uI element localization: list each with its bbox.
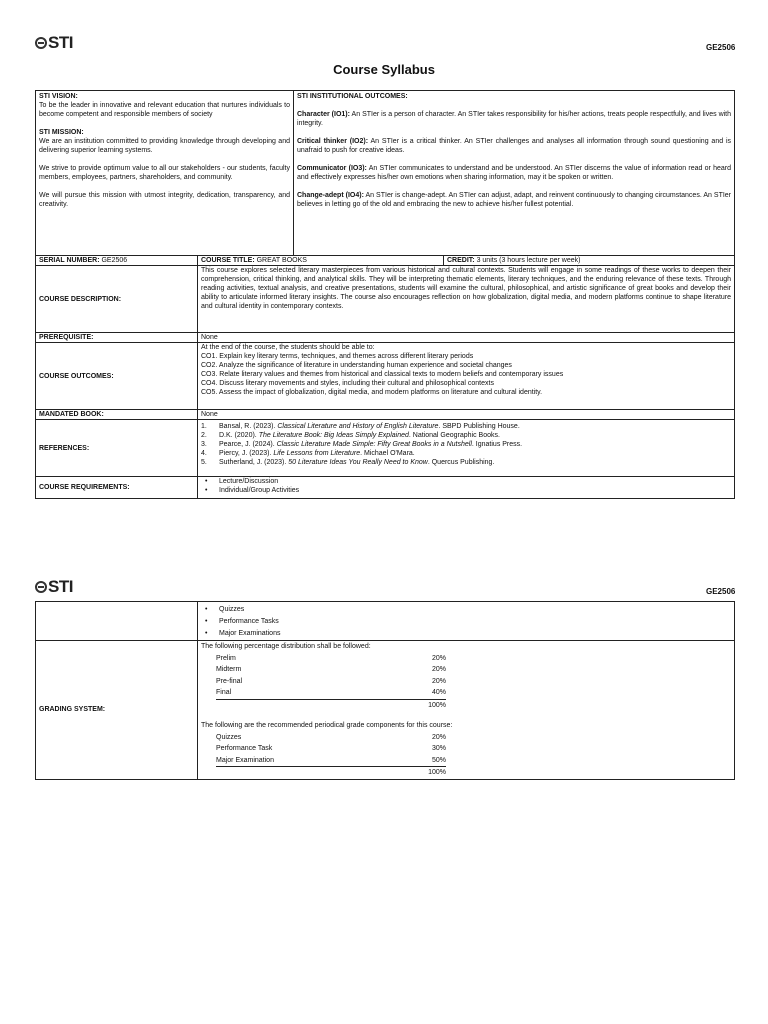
- grading-table: [35, 601, 735, 780]
- grade-period-row: Pre-final 20%: [216, 677, 446, 685]
- io-heading: STI INSTITUTIONAL OUTCOMES:: [297, 93, 408, 100]
- requirements-cell: [198, 477, 735, 499]
- vision-mission-cell: [36, 91, 294, 256]
- requirements-continued-label: [36, 602, 198, 641]
- grade-period-row: Midterm 20%: [216, 666, 446, 673]
- info-row: [36, 256, 735, 266]
- vision-heading: STI VISION:: [39, 93, 78, 100]
- references-cell: [198, 420, 735, 477]
- io-item: Critical thinker (IO2): An STIer is a critical thinker. An STIer challenges and analyses all information through sound questioning and is unafraid to push for creative ideas.: [297, 138, 732, 154]
- reference-item: 1. Bansal, R. (2023). Classical Literature and History of English Literature. SBPD Publishing House.: [201, 423, 520, 430]
- course-code: GE2506: [706, 43, 736, 52]
- description-row: [36, 266, 735, 333]
- requirement-item: • Quizzes: [201, 604, 731, 616]
- mission-text: We are an institution committed to providing knowledge through developing and delivering superior learning systems.: [39, 138, 290, 154]
- course-code: GE2506: [706, 587, 736, 596]
- references-row: [36, 420, 735, 477]
- course-outcome-item: CO5. Assess the impact of globalization, digital media, and modern platforms on literature and cultural identity.: [201, 389, 543, 396]
- reference-item: 3. Pearce, J. (2024). Classic Literature Made Simple: Fifty Great Books in a Nutshell. Ignatius Press.: [201, 441, 523, 448]
- syllabus-page-2: [35, 601, 734, 780]
- reference-item: 4. Piercy, J. (2023). Life Lessons from Literature. Michael O'Mara.: [201, 450, 415, 457]
- mission-text: We will pursue this mission with utmost integrity, dedication, transparency, and creativity.: [39, 192, 290, 208]
- mission-heading: STI MISSION:: [39, 129, 84, 136]
- sti-logo: STI: [35, 577, 73, 597]
- reference-item: 2. D.K. (2020). The Literature Book: Big Ideas Simply Explained. National Geographic Books.: [201, 432, 500, 439]
- syllabus-table: [35, 90, 735, 499]
- course-outcomes-row: [36, 343, 735, 410]
- grading-row: [36, 641, 735, 780]
- io-item: Change-adept (IO4): An STIer is change-adept. An STIer can adjust, adapt, and reinvent continuously to changing circumstances. An STIer believes in letting go of the old and embracing the new to achieve his/her fullest potential.: [297, 192, 732, 208]
- requirements-list: [201, 477, 731, 495]
- description-label: COURSE DESCRIPTION:: [36, 266, 198, 333]
- page-title: Course Syllabus: [333, 62, 435, 77]
- institutional-outcomes-cell: [294, 91, 735, 256]
- requirement-item: • Major Examinations: [201, 628, 731, 640]
- io-item: Communicator (IO3): An STIer communicates to understand and be understood. An STIer discerns the value of information read or heard and effectively expresses his/her own emotions when sharing information, may it be spoken or written.: [297, 165, 731, 181]
- references-label: REFERENCES:: [36, 420, 198, 477]
- grading-intro: The following percentage distribution shall be followed:: [201, 643, 371, 650]
- description-text: This course explores selected literary masterpieces from various historical and cultural contexts. Students will engage in some readings of these works to deepen their comprehension, critical thinking, and analytical skills. They will be interpreting thematic elements, literary techniques, and the enduring relevance of these texts. Through reading activities, textual analysis, and creative presentations, students will examine the cultural, philosophical, and artistic significance of great books and develop their ability to articulate informed literary insights. The course also encourages reflection on how globalization, digital media, and modern platforms continue to shape literature and cultural identity in contemporary contexts.: [198, 266, 735, 333]
- grade-period-total: 100%: [428, 701, 446, 709]
- serial-number-cell: SERIAL NUMBER: GE2506: [36, 256, 198, 266]
- grading-components-intro: The following are the recommended periodical grade components for this course:: [201, 722, 453, 729]
- grade-period-row: Final 40%: [216, 687, 446, 700]
- grade-component-row: Performance Task 30%: [216, 745, 446, 752]
- requirements-label: COURSE REQUIREMENTS:: [36, 477, 198, 499]
- syllabus-page-1: [35, 90, 734, 499]
- mandated-book-label: MANDATED BOOK:: [36, 410, 198, 420]
- vision-text: To be the leader in innovative and relevant education that nurtures individuals to become competent and responsible members of society: [39, 102, 290, 118]
- mandated-book-value: None: [198, 410, 735, 420]
- grade-component-row: Quizzes 20%: [216, 733, 446, 741]
- course-outcomes-cell: [198, 343, 735, 410]
- course-outcomes-label: COURSE OUTCOMES:: [36, 343, 198, 410]
- mission-text: We strive to provide optimum value to all our stakeholders - our students, faculty members, employees, partners, shareholders, and community.: [39, 165, 290, 181]
- reference-item: 5. Sutherland, J. (2023). 50 Literature Ideas You Really Need to Know. Quercus Publishing.: [201, 459, 495, 466]
- course-outcomes-intro: At the end of the course, the students should be able to:: [201, 344, 375, 351]
- requirement-item: • Performance Tasks: [201, 616, 731, 628]
- prerequisite-value: None: [198, 333, 735, 343]
- grading-cell: [198, 641, 735, 780]
- course-outcome-item: CO2. Analyze the significance of literature in understanding human experience and societal changes: [201, 362, 512, 369]
- prerequisite-row: [36, 333, 735, 343]
- grade-component-row: Major Examination 50%: [216, 755, 446, 768]
- grading-label: GRADING SYSTEM:: [36, 641, 198, 780]
- requirements-row: [36, 477, 735, 499]
- requirements-continued-cell: [198, 602, 735, 641]
- globe-icon: [35, 581, 47, 593]
- io-item: Character (IO1): An STIer is a person of character. An STIer takes responsibility for his/her actions, treats people respectfully, and lives with integrity.: [297, 111, 732, 127]
- references-list: [201, 422, 731, 467]
- grade-period-row: Prelim 20%: [216, 654, 446, 662]
- requirements-continued-row: [36, 602, 735, 641]
- grade-component-total: 100%: [428, 769, 446, 776]
- course-outcome-item: CO1. Explain key literary terms, techniques, and themes across different literary periods: [201, 353, 474, 360]
- course-outcome-item: CO3. Relate literary values and themes from historical and classical texts to modern beliefs and contemporary issues: [201, 371, 564, 378]
- sti-logo: STI: [35, 33, 73, 53]
- mandated-book-row: [36, 410, 735, 420]
- prerequisite-label: PREREQUISITE:: [36, 333, 198, 343]
- requirement-item: • Lecture/Discussion: [201, 477, 731, 486]
- globe-icon: [35, 37, 47, 49]
- course-outcome-item: CO4. Discuss literary movements and styles, including their cultural and philosophical contexts: [201, 380, 494, 387]
- requirement-item: • Individual/Group Activities: [201, 486, 731, 495]
- requirements-list: [201, 604, 731, 640]
- course-title-cell: COURSE TITLE: GREAT BOOKS: [198, 256, 444, 266]
- credit-cell: CREDIT: 3 units (3 hours lecture per week): [444, 256, 735, 266]
